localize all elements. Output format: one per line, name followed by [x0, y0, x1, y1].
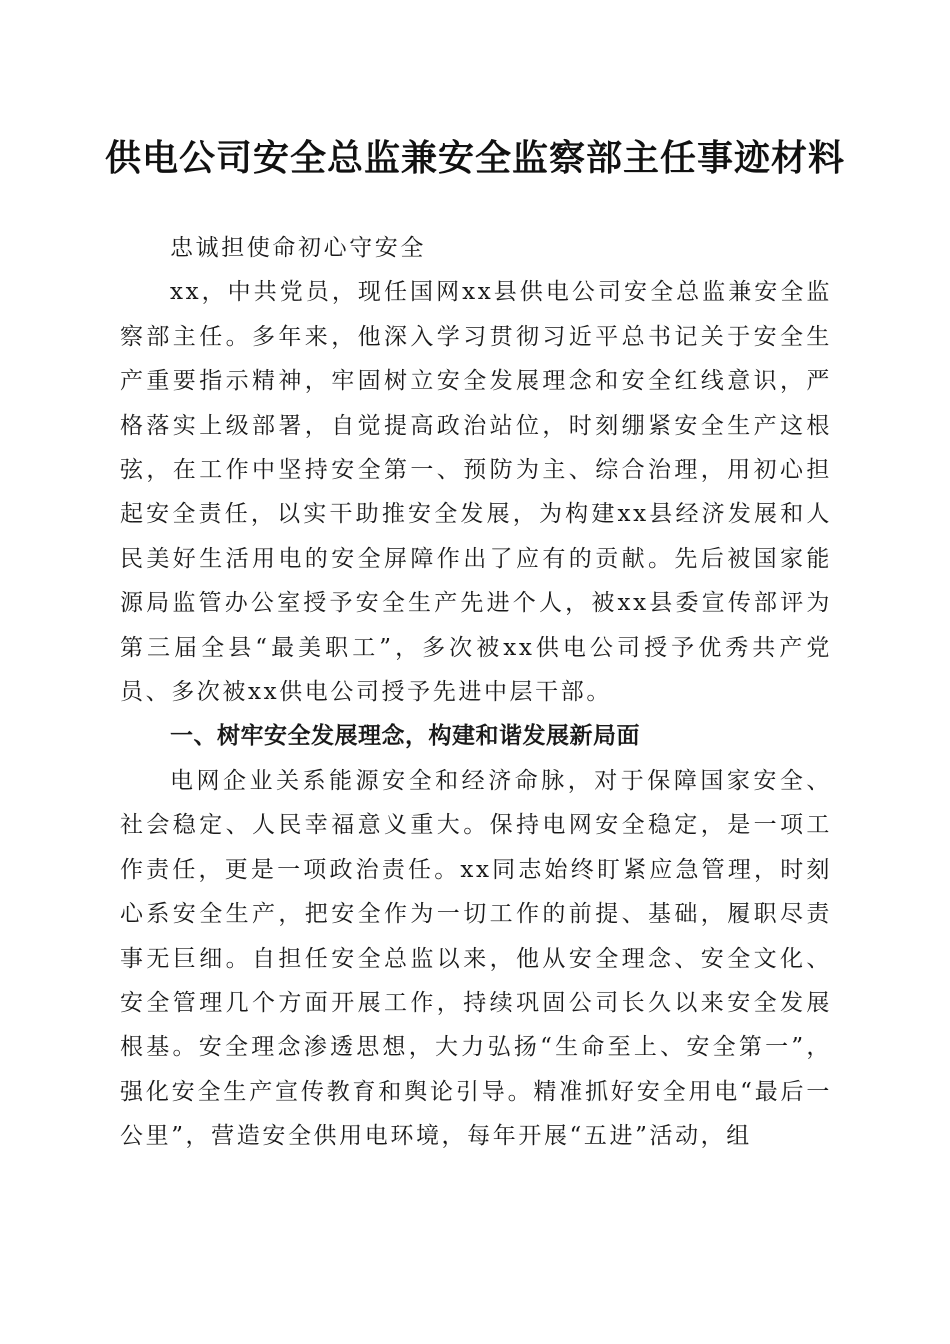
document-body	[120, 226, 832, 1159]
intro-paragraph: xx，中共党员，现任国网xx县供电公司安全总监兼安全监察部主任。多年来，他深入学习贯彻习近平总书记关于安全生产重要指示精神，牢固树立安全发展理念和安全红线意识，严格落实上级部署，自觉提高政治站位，时刻绷紧安全生产这根弦，在工作中坚持安全第一、预防为主、综合治理，用初心担起安全责任，以实干助推安全发展，为构建xx县经济发展和人民美好生活用电的安全屏障作出了应有的贡献。先后被国家能源局监管办公室授予安全生产先进个人，被xx县委宣传部评为第三届全县“最美职工”，多次被xx供电公司授予优秀共产党员、多次被xx供电公司授予先进中层干部。	[120, 279, 832, 706]
section-heading: 一、树牢安全发展理念，构建和谐发展新局面	[170, 723, 640, 750]
document-title: 供电公司安全总监兼安全监察部主任事迹材料	[104, 137, 845, 179]
document-subtitle: 忠诚担使命初心守安全	[170, 235, 426, 261]
section-paragraph: 电网企业关系能源安全和经济命脉，对于保障国家安全、社会稳定、人民幸福意义重大。保持电网安全稳定，是一项工作责任，更是一项政治责任。xx同志始终盯紧应急管理，时刻心系安全生产，把安全作为一切工作的前提、基础，履职尽责事无巨细。自担任安全总监以来，他从安全理念、安全文化、安全管理几个方面开展工作，持续巩固公司长久以来安全发展根基。安全理念渗透思想，大力弘扬“生命至上、安全第一”，强化安全生产宣传教育和舆论引导。精准抓好安全用电“最后一公里”，营造安全供用电环境，每年开展“五进”活动，组	[120, 767, 832, 1150]
